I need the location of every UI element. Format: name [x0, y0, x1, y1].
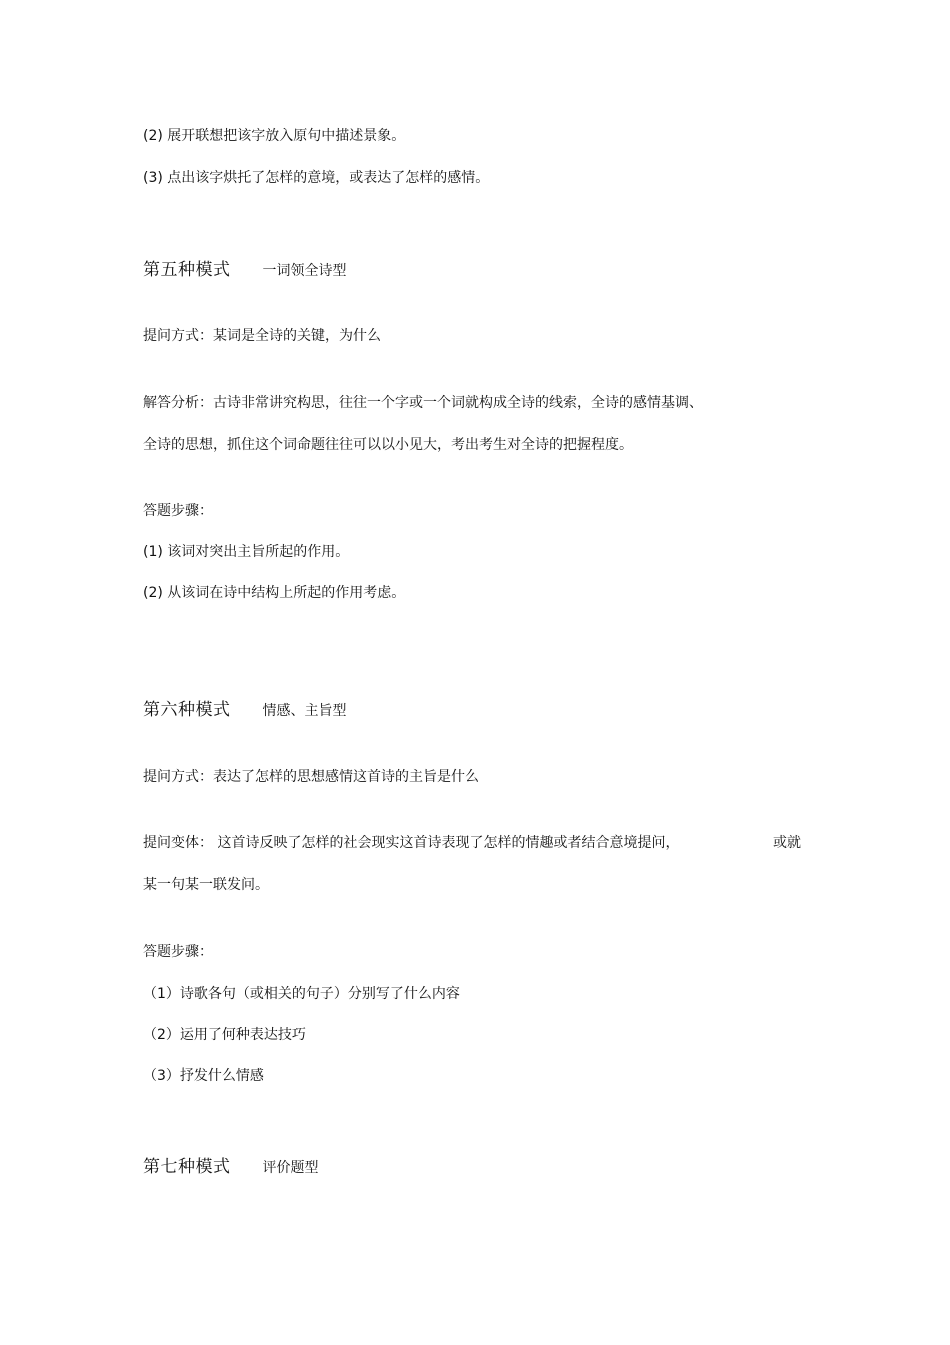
section4-step3: (3) 点出该字烘托了怎样的意境，或表达了怎样的感情。: [143, 170, 490, 186]
section6-step1: （1）诗歌各句（或相关的句子）分别写了什么内容: [143, 986, 460, 1002]
section5-heading: [143, 259, 347, 282]
section5-analysis-line1: 解答分析：古诗非常讲究构思，往往一个字或一个词就构成全诗的线索，全诗的感情基调、: [143, 395, 703, 411]
section7-subtitle: 评价题型: [262, 1160, 319, 1176]
section6-step2: （2）运用了何种表达技巧: [143, 1027, 306, 1043]
section6-title: 第六种模式: [143, 700, 231, 720]
section5-question: 提问方式：某词是全诗的关键，为什么: [143, 328, 381, 344]
section6-heading: [143, 699, 347, 722]
section5-title: 第五种模式: [143, 260, 231, 280]
section5-step2: (2) 从该词在诗中结构上所起的作用考虑。: [143, 585, 406, 601]
section6-variant-line1: 提问变体： 这首诗反映了怎样的社会现实这首诗表现了怎样的情趣或者结合意境提问，: [143, 835, 680, 851]
section4-step2: (2) 展开联想把该字放入原句中描述景象。: [143, 128, 406, 144]
section6-steps-label: 答题步骤：: [143, 944, 213, 960]
section5-steps-label: 答题步骤：: [143, 503, 213, 519]
section6-step3: （3）抒发什么情感: [143, 1068, 264, 1084]
section6-question: 提问方式：表达了怎样的思想感情这首诗的主旨是什么: [143, 769, 479, 785]
section6-variant-line2: 某一句某一联发问。: [143, 877, 269, 893]
section5-step1: (1) 该词对突出主旨所起的作用。: [143, 544, 350, 560]
section6-subtitle: 情感、主旨型: [262, 703, 347, 719]
section5-subtitle: 一词领全诗型: [262, 263, 347, 279]
section6-variant-line1-tail: 或就: [773, 835, 801, 851]
section7-title: 第七种模式: [143, 1157, 231, 1177]
section5-analysis-line2: 全诗的思想，抓住这个词命题往往可以以小见大，考出考生对全诗的把握程度。: [143, 437, 633, 453]
section7-heading: [143, 1156, 319, 1179]
